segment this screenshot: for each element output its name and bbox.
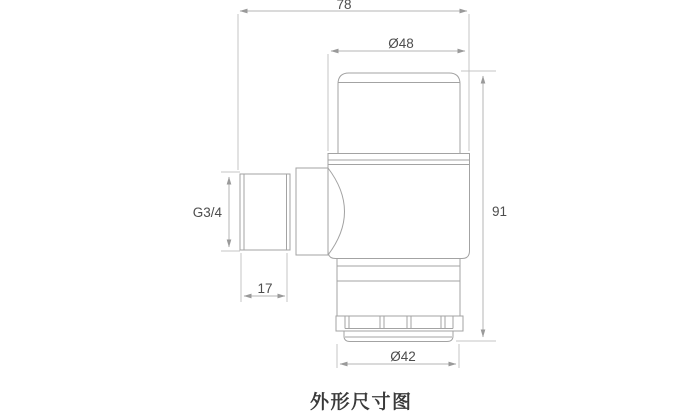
hex-nut: [296, 168, 328, 255]
dim-label-thread-length: 17: [257, 281, 273, 296]
extension-lines: [221, 14, 496, 368]
valve-outline: [240, 73, 470, 342]
drawing-caption: 外形尺寸图: [310, 392, 413, 412]
dimension-lines: [229, 11, 483, 364]
lower-cylinder: [337, 259, 460, 317]
valve-cap: [338, 73, 460, 154]
dim-label-outlet-diameter: Ø42: [390, 349, 416, 364]
dim-label-overall-width: 78: [336, 0, 352, 12]
valve-body: [328, 154, 470, 259]
inlet-thread: [240, 174, 290, 250]
bottom-cap: [344, 331, 453, 342]
dim-label-cap-diameter: Ø48: [388, 36, 414, 51]
hex-nut-arc: [328, 168, 345, 255]
outlet-band-slots: [345, 316, 453, 329]
dim-label-inlet-thread: G3/4: [192, 205, 222, 220]
dim-label-overall-height: 91: [492, 204, 508, 219]
